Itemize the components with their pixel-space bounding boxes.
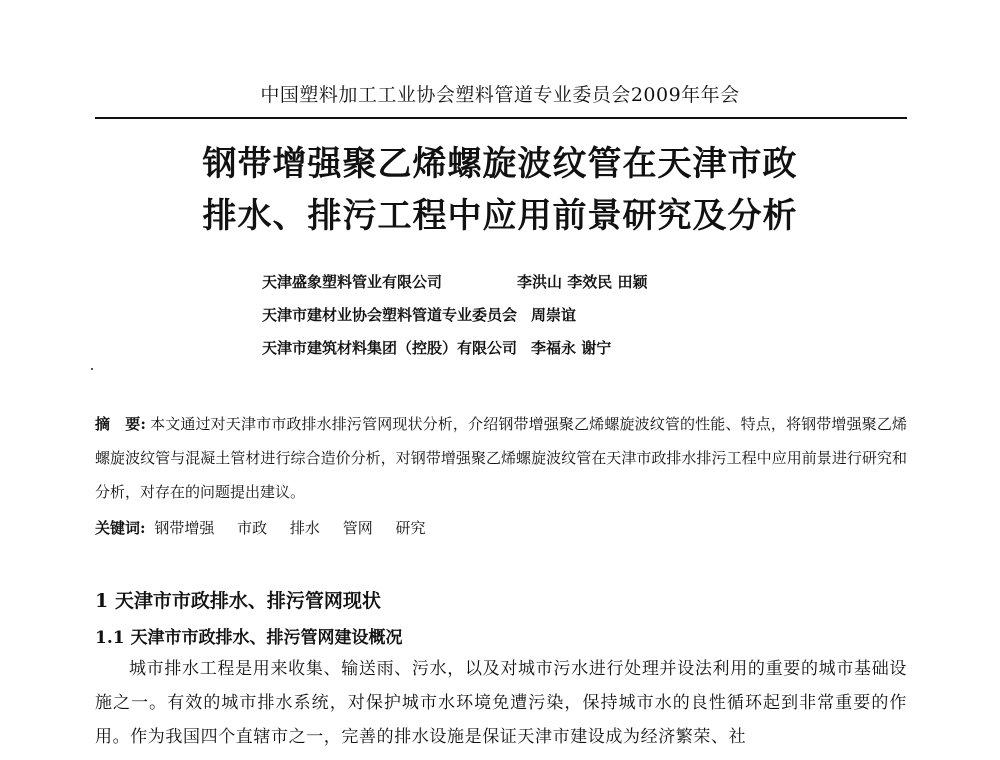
affiliation: 天津盛象塑料管业有限公司 xyxy=(262,273,443,291)
subsection-heading: 1.1 天津市市政排水、排污管网建设概况 xyxy=(95,628,403,648)
keyword: 排水 xyxy=(289,519,320,537)
author-names: 李福永 谢宁 xyxy=(531,339,612,357)
author-row xyxy=(262,266,647,299)
author-row xyxy=(262,332,647,365)
author-row xyxy=(262,299,647,332)
abstract xyxy=(95,407,907,509)
header-rule xyxy=(95,117,907,119)
keywords-label: 关键词: xyxy=(95,519,146,537)
author-names: 周崇谊 xyxy=(531,306,577,324)
keyword: 市政 xyxy=(237,519,268,537)
abstract-label: 摘 要: xyxy=(95,415,146,433)
affiliation: 天津市建材业协会塑料管道专业委员会 xyxy=(262,306,518,324)
paper-title xyxy=(95,138,905,242)
title-line-2: 排水、排污工程中应用前景研究及分析 xyxy=(202,196,798,236)
abstract-text: 本文通过对天津市市政排水排污管网现状分析，介绍钢带增强聚乙烯螺旋波纹管的性能、特点，将钢带增强聚乙烯螺旋波纹管与混凝土管材进行综合造价分析，对钢带增强聚乙烯螺旋波纹管在天津市政排水排污工程中应用前景进行研究和分析，对存在的问题提出建议。 xyxy=(95,415,907,501)
keywords xyxy=(95,511,444,545)
scan-speck xyxy=(91,368,93,370)
running-header: 中国塑料加工工业协会塑料管道专业委员会2009年年会 xyxy=(260,84,740,106)
author-names: 李洪山 李效民 田颖 xyxy=(517,273,648,291)
affiliation: 天津市建筑材料集团（控股）有限公司 xyxy=(262,339,518,357)
title-line-1: 钢带增强聚乙烯螺旋波纹管在天津市政 xyxy=(202,144,798,184)
keyword: 管网 xyxy=(342,519,373,537)
section-heading: 1 天津市市政排水、排污管网现状 xyxy=(95,590,381,612)
keyword: 钢带增强 xyxy=(154,519,215,537)
keyword: 研究 xyxy=(395,519,426,537)
author-block xyxy=(262,266,647,365)
body-paragraph: 城市排水工程是用来收集、输送雨、污水，以及对城市污水进行处理并设法利用的重要的城市基础设施之一。有效的城市排水系统，对保护城市水环境免遭污染，保持城市水的良性循环起到非常重要的作用。作为我国四个直辖市之一，完善的排水设施是保证天津市建设成为经济繁荣、社 xyxy=(95,659,907,747)
